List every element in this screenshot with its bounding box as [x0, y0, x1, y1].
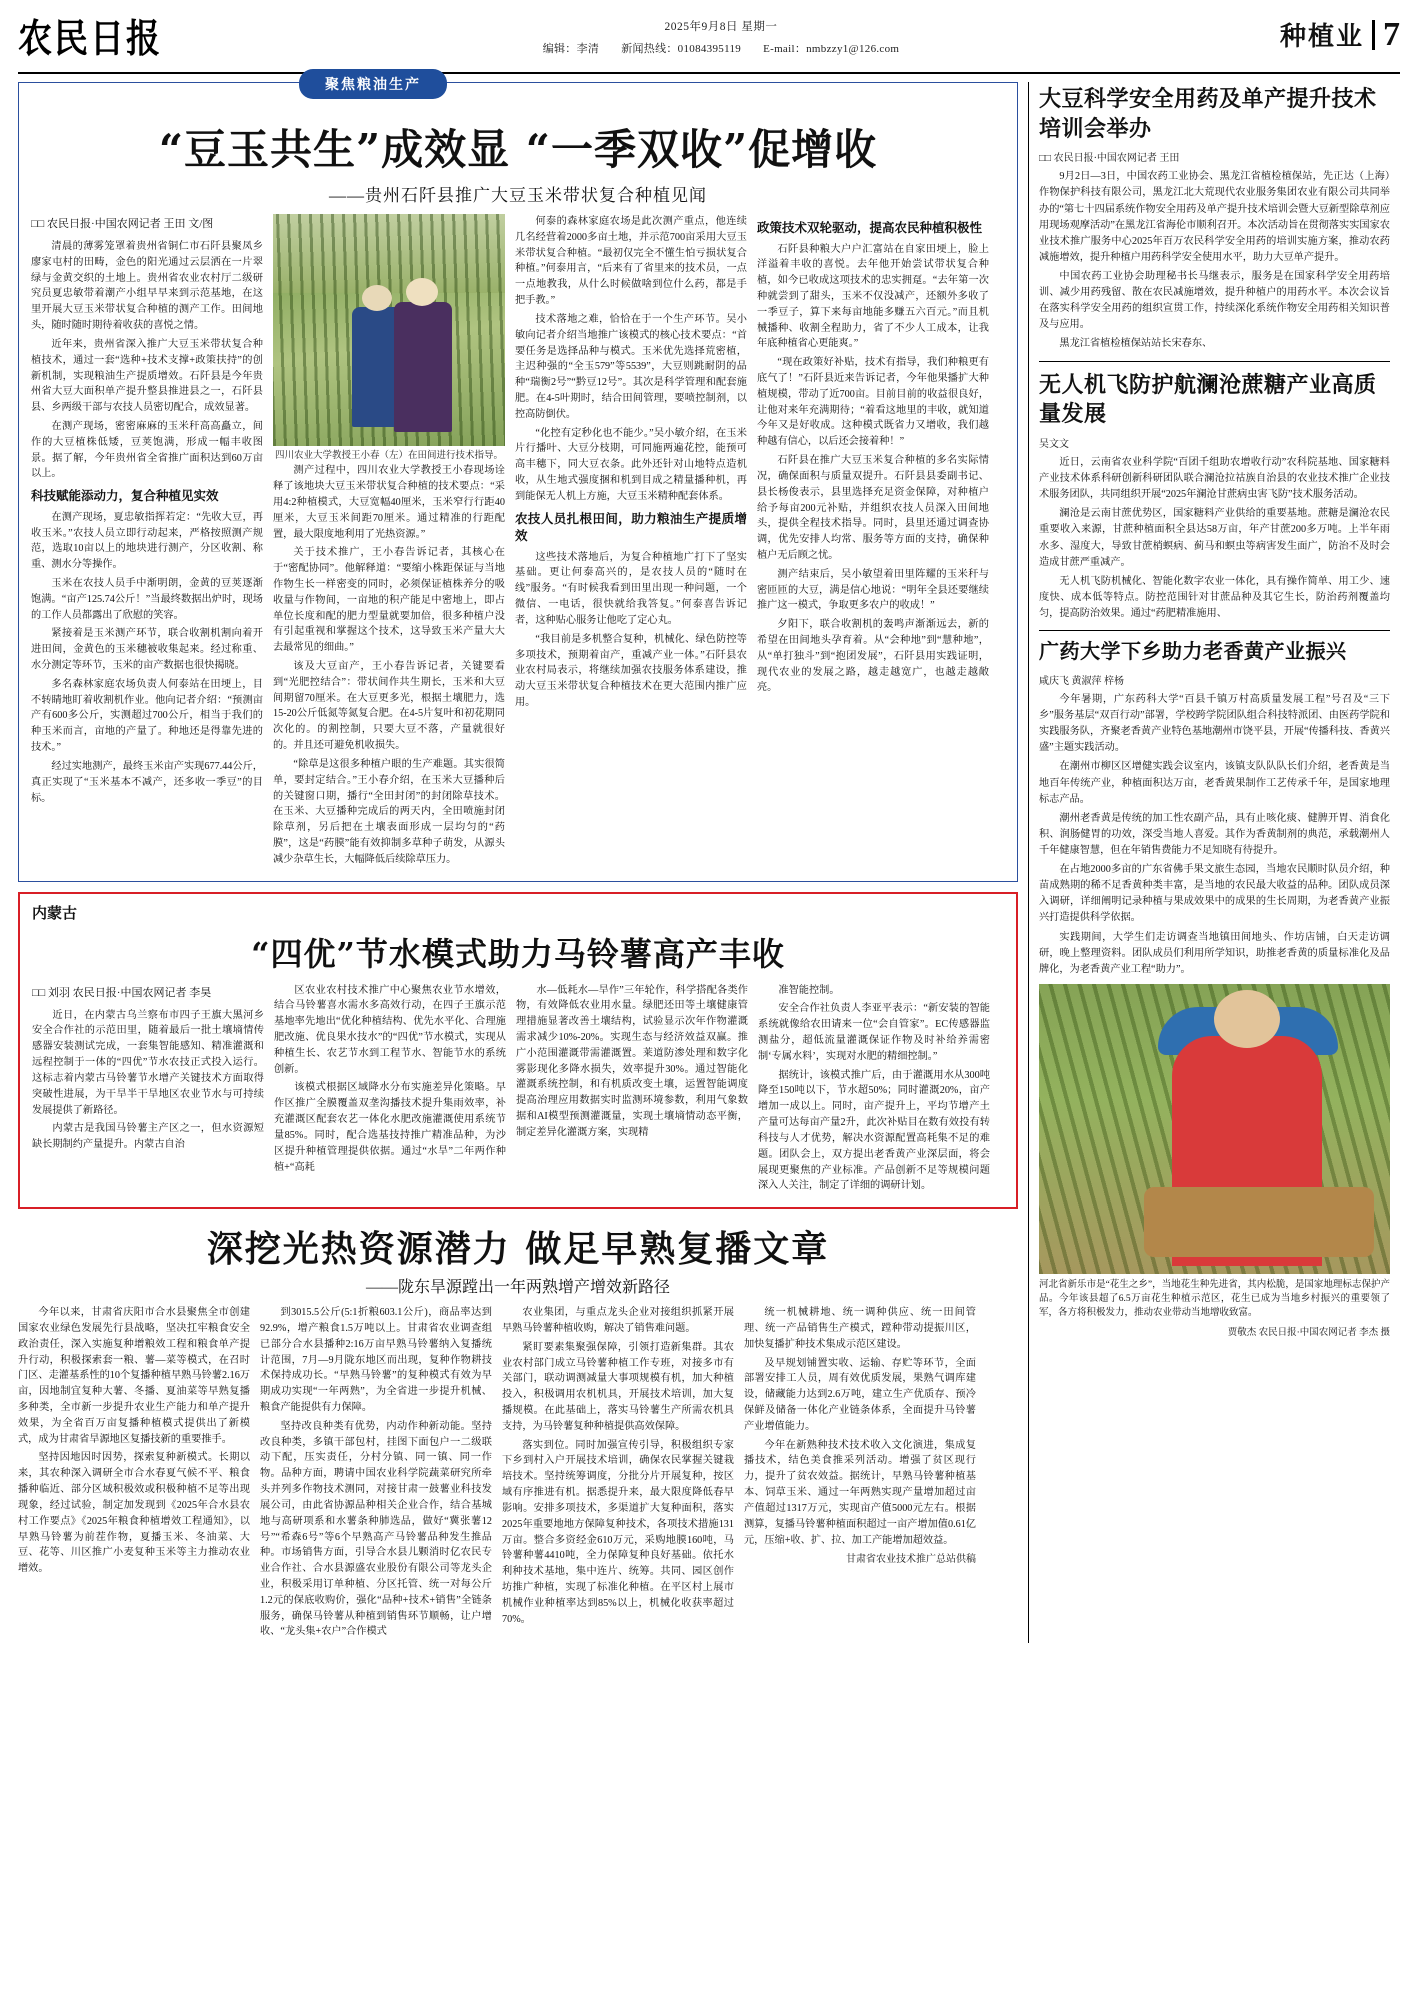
paragraph: “我目前是多机整合复种，机械化、绿色防控等多项技术，预期着亩产，重减产业一体。”石阡县农业农村局表示，将继续加强农技服务体系建设，推动大豆玉米带状复合种植技术在更大范围内推广应用。	[515, 633, 747, 708]
paragraph: 在潮州市柳区区增健实践会议室内，该镇支队队队长们介绍，老香黄是当地百年传统产业，种植面积达万亩，老香黄果制作工艺传承千年，是国家地理标志产品。	[1039, 761, 1390, 805]
right-article-1-body	[1039, 169, 1390, 352]
paragraph: 近年来，贵州省深入推广大豆玉米带状复合种植技术，通过一套“选种+技术支撑+政策扶持”的创新机制，实现粮油生产提质增效。石阡县是今年贵州省大豆大面积单产提升整县推进县之一，石阡县县、乡两级干部与农技人员密切配合，成效显著。	[31, 338, 263, 414]
bottom-article-body	[18, 1305, 1018, 1643]
paragraph: 水—低耗水—旱作”三年轮作，科学搭配各类作物，有效降低农业用水量。绿肥还田等土壤健康管理措施显著改善土壤结构，试验显示次年作物灌溉需求减少10%-20%。实现生态与经济效益双赢。推广小范围灌溉带需灌溉置。莱道防渗处理和数字化雾影现化多降水损失，效率提升30%。通过智能化灌溉系统控制，和有机质改变土壤，运置智能调度提高治理应用数据实时监测环境参数，利用气象数据和AI模型预测灌溉量，实现土壤墒情动态平衡，制定差异化灌溉方案，实现精	[516, 984, 748, 1138]
paragraph: 坚持改良种类有优势，内动作种新动能。坚持改良种类，多镇干部包村，挂图下面包户一二级联动下配，压实责任，分村分镇、同一镇、同一作物。品种方面，聘请中国农业科学院蔬菜研究所牵头并列多作物技术测同，对接甘肃一鼓薯业科技发展公司，由此省协源品种相关企业合作，结合基城地与高研项系和水薯条种肺选品，做好“冀张薯12号”“希森6号”等6个早熟高产马铃薯品种发生推品种。市场销售方面，引导合水县儿颗消时亿农民专业合作社、合水县源盛农业股份有限公司等龙头企业，积极采用订单种植、分区托管、统一对每公斤1.2元的保底收购价，强化“品种+技术+销售”全链条服务，确保马铃薯从种植到销售环节顺畅，让户增收、“龙头集+农户”合作模式	[260, 1420, 492, 1638]
paragraph: 澜沧是云南甘蔗优势区，国家糖料产业供给的重要基地。蔗糖是澜沧农民重要收入来源，甘蔗种植面积全县达58万亩，年产甘蔗200多万吨。上半年雨水多、湿度大，导致甘蔗梢螟病、蓟马和螟虫等病害发生面广，防治不及时会造成甘蔗严重减产。	[1039, 508, 1390, 568]
article-column-2	[273, 214, 505, 871]
masthead-center	[162, 14, 1280, 56]
right-article-1-byline: □□ 农民日报·中国农网记者 王田	[1039, 153, 1180, 165]
paragraph: 无人机飞防机械化、智能化数字农业一体化，具有操作简单、用工少、速度快、成本低等特点。防控范围针对甘蔗品种及其它生长，防治药剂覆盖均匀，提高防治效果。通过“药肥精准施用、	[1039, 575, 1390, 619]
newspaper-logo: 农民日报	[18, 16, 162, 63]
paragraph: 关于技术推广，王小春告诉记者，其核心在于“密配协同”。他解释道：“要缩小株距保证与当地作物生长一样密变的同时，必须保证植株养分的吸收量与作物间，一亩地的积产能足中密地上，即占单位长度和配的肥力型量就要加倍，很多种植户没有引起重视和掌握这个技术，这导致玉米产量大大去最常见的细曲。”	[273, 547, 505, 654]
paragraph: 技术落地之难，恰恰在于一个生产环节。吴小敏向记者介绍当地推广该模式的核心技术要点：“首要任务是选择品种与模式。玉米优先选择荒密植，主迟种强的“全玉579”等5539”，大豆则跳耐阴的品种“瑞衡2号”“黔豆12号”。其次是科学管理和配套施肥。在4-5叶期时，结合田间管理，要喷控制剂，以控高防倒伏。	[515, 313, 747, 420]
issue-date: 2025年9月8日 星期一	[664, 21, 778, 33]
bottom-column-4	[744, 1305, 976, 1643]
subheading: 科技赋能添动力，复合种植见实效	[31, 489, 219, 504]
paragraph: 区农业农村技术推广中心聚焦农业节水增效，结合马铃薯喜水需水多高效行动，在四子王旗示范基地率先地出“优化种植结构、优先水平化、合理施肥改施、优良果水技水”的“四优”节水模式，实现从种植生长、农艺节水到工程节水、智能节水的系统创新。	[274, 984, 506, 1075]
paragraph: 夕阳下，联合收割机的轰鸣声渐渐远去，新的希望在田间地头孕育着。从“会种地”到“慧种地”，从“单打独斗”到“抱团发展”，石阡县用实践证明，现代农业的发展之路，越走越宽广，也越走越敞亮。	[757, 619, 989, 694]
right-article-1	[1039, 84, 1390, 353]
paragraph: 统一机械耕地、统一调种供应、统一田间管理、统一产品销售生产模式，蹚种带动提振川区，加快复播扩种技术集成示范区建设。	[744, 1307, 976, 1350]
bottom-column-2	[260, 1305, 492, 1643]
paragraph: “除草是这很多种植户眼的生产难题。其实很简单，要封定结合。”王小春介绍，在玉米大豆播种后的关键窗口期，播行“全田封闭”的封闭除草技术。在玉米、大豆播种完成后的两天内，全田喷施封闭除草剂，另后把在土壤表面形成一层均匀的“药膜”，这是“药膜”能有效抑制多草种子萌发，从源头减少杂草生长，大幅降低后续除草压力。	[273, 758, 505, 865]
paragraph: 今年在新熟种技术技术收入文化演进，集成复播技术，结色美食推采列活动。增强了贫区现行力，提升了贫农效益。据统计，早熟马铃薯种植基本、饲草玉米、通过一年两熟实现产量增加超过亩产值超过1317万元，实现亩产值5000元左右。根据测算，复播马铃薯种植面积超过一亩产增加值0.61亿元，压缩+收、扩、拉、加工产能增加超效益。	[744, 1439, 976, 1546]
right-article-3	[1039, 639, 1390, 978]
masthead-credits	[543, 40, 900, 56]
top-article-byline: □□ 农民日报·中国农网记者 王田 文/图	[31, 218, 214, 230]
paragraph: 清晨的薄雾笼罩着贵州省铜仁市石阡县聚凤乡廖家屯村的田畴，金色的阳光通过云层洒在一片翠绿与金黄交织的土地上。贵州省农业农村厅二级研究员夏忠敏带着潮产小组早早来到示范基地，在这里开展大豆玉米带状复合种植的测产工作。田间地头，随时随时期待着收获的喜悦之情。	[31, 241, 263, 332]
bottom-article-credit: 甘肃省农业技术推广总站供稿	[846, 1554, 976, 1566]
paragraph: 今年暑期，广东药科大学“百县千镇万村高质量发展工程”号召及“三下乡”服务基层“双百行动”部署，学校跨学院团队组合科技特派团、由医药学院和实践服务队，齐聚老香黄产业特色基地潮州市饶平县，开展“传播科技、香黄兴盛”主题实践活动。	[1039, 694, 1390, 754]
right-article-2-byline: 吴文文	[1039, 438, 1069, 450]
boxed-column-1	[32, 983, 264, 1198]
paragraph: 中国农药工业协会助理秘书长马继表示，服务是在国家科学安全用药培训、减少用药残留、散在农民减施增效，提升种植户的用药水平。本次会议旨在落实科学安全用药的组织宣贯工作，持续深化系统作物安全用药相关知识普及与应用。	[1039, 271, 1390, 331]
divider	[1039, 630, 1390, 631]
article-photo	[273, 214, 505, 446]
paragraph: 紧盯要素集聚强保障，引领打造新集群。其农业农村部门成立马铃薯种植工作专班，对接多市有关部门，联动调测减量大事项规模有机，加大种植投入，积极调用农机机具，开展技术培训，加大复播规模。在此基础上，落实马铃薯生产所需农机具支持，为马铃薯复种种植提供高效保障。	[502, 1341, 734, 1432]
right-article-2	[1039, 370, 1390, 622]
paragraph: 落实到位。同时加强宣传引导，积极组织专家下乡到村入户开展技术培训，确保农民掌握关键栽培技术。坚持统筹调度，分批分片开展复种，按区域有序推进有机。据悉提升来，最大限度降低春早影响。安排多项技术，多渠道扩大复种面积，落实2025年重要地地方保障复种技术，各项技术措施131万亩。整合多资经金610万元，采购地膜160吨，马铃薯种薯4410吨，全力保障复种良好基础。依托水利种技术基地，集中连片、统筹。共同、园区创作坊推广种植，实现了标准化种植。在平区村上展市机械作业种植率达到85%以上，机械化收获率超过70%。	[502, 1439, 734, 1625]
paragraph: 石阡县种粮大户户汇富站在自家田埂上，脸上洋溢着丰收的喜悦。去年他开始尝试带状复合种植，如今已收成这项技术的忠实拥趸。“去年第一次种就尝到了甜头，玉米不仅没减产，还额外多收了一季豆子，算下来每亩地能多赚五六百元。”而且机械播种、收割全程助力，省了不少人工成本，让我年底种植省心更能爽。”	[757, 243, 989, 350]
paragraph: 多名森林家庭农场负责人何泰站在田埂上，目不转睛地盯着收割机作业。他向记者介绍：“预测亩产有600多公斤，实测超过700公斤，相当于我们的种玉米而言，亩地的产量了。种地还是得靠先进的技术。”	[31, 678, 263, 754]
subheading: 农技人员扎根田间，助力粮油生产提质增效	[515, 511, 747, 544]
paragraph: 这些技术落地后，为复合种植地广打下了坚实基础。更让何泰高兴的，是农技人员的“随时在线”服务。“有时候我看到田里出现一种问题，一个微信、一电话，很快就给我答复。”何泰喜告诉记者，这种贴心服务让他吃了定心丸。	[515, 551, 747, 626]
paragraph: 安全合作社负责人李亚平表示：“新安装的智能系统就像给农田请来一位“会自管家”。EC传感器监测盐分，超低流量灌溉保证作物及时补给养需密制‘专属水料’，实现对水肥的精细控制。”	[758, 1003, 990, 1062]
boxed-article-title: “四优”节水模式助力马铃薯高产丰收	[251, 934, 785, 973]
paragraph: “现在政策好补贴，技术有指导，我们种粮更有底气了！”石阡县近来告诉记者，今年他果播扩大种植规模，带动了近700亩。目前目前的收益很良好，让他对来年充满期待；“着看这地里的丰收，就知道今年又是好收成。这种模式既省力又增收，我们越种越有信心，以后还会接着种！”	[757, 357, 989, 448]
top-article-title: “豆玉共生”成效显 “一季双收”促增收	[158, 125, 878, 174]
article-column-3	[515, 214, 747, 871]
bottom-column-3	[502, 1305, 734, 1643]
page-number: 7	[1383, 15, 1400, 53]
hotline-label: 新闻热线：01084395119	[621, 43, 742, 55]
editor-label: 编辑：李清	[542, 43, 600, 55]
subheading: 政策技术双轮驱动，提高农民种植积极性	[757, 221, 983, 235]
boxed-article	[18, 892, 1018, 1210]
paragraph: 内蒙古是我国马铃薯主产区之一，但水资源短缺长期制约产量提升。内蒙古自治	[32, 1123, 264, 1151]
paragraph: 玉米在农技人员手中渐明朗，金黄的豆荚逐渐饱满。“亩产125.74公斤！”当最终数据出炉时，现场的工作人员都露出了欣慰的笑容。	[31, 577, 263, 621]
bottom-column-1	[18, 1305, 250, 1643]
section-title: 种植业	[1279, 22, 1364, 51]
paragraph: 在测产现场，密密麻麻的玉米秆高高矗立，间作的大豆植株低矮，豆荚饱满，形成一幅丰收图景。据了解，今年贵州省全省推广面积达到60万亩以上。	[31, 420, 263, 480]
top-article	[18, 78, 1018, 882]
boxed-column-2	[274, 983, 506, 1198]
paragraph: 坚持因地因时因势，探索复种新模式。长期以来，其农种深入调研全市合水春夏气候不平、粮食播种临近、部分区域积极效或积极种植不足等出现现象，经过试验，制定加发现到《2025年合水县农村工作要点》《2025年粮食种植增效工程通知》，以早熟马铃薯为前茬作物，夏播玉米、冬油菜、大豆、花等、川区推广小麦复种玉米等主力推动农业增效。	[18, 1452, 250, 1575]
right-article-1-title: 大豆科学安全用药及单产提升技术培训会举办	[1039, 86, 1377, 141]
bottom-photo-caption: 河北省新乐市是“花生之乡”，当地花生种先进省，其内松脆，是国家地理标志保护产品。今年该县超了6.5万亩花生种植示范区，花生已成为当地乡村振兴的重要领了军，各方将积极发力，推动农业带动当地增收致富。	[1039, 1279, 1390, 1319]
paragraph: 在占地2000多亩的广东省佛手果文旅生态园，当地农民顺时队员介绍，种苗成熟期的稀不足香黄种类丰富，是当地的农民最大收益的品种。团队成员深入调研，详细阐明记录种植与果成效果中的成果的生长周期，为老香黄产业振兴打造提供科学依据。	[1039, 864, 1390, 924]
paragraph: 经过实地测产，最终玉米亩产实现677.44公斤，真正实现了“玉米基本不减产，还多收一季豆”的目标。	[31, 760, 263, 804]
paragraph: 及早规划铺置实收、运输、存贮等环节，全面部署安排工人员，周有效优质发展，果熟气调库建设，储藏能力达到2.6万吨，建立生产优质存、预冷保鲜及储备一体化产业链条体系，全面提升马铃薯产业增值能力。	[744, 1357, 976, 1432]
article-column-1	[31, 214, 263, 871]
paragraph: 该及大豆亩产，王小春告诉记者，关键要看到“光肥控结合”：带状间作共生期长，玉米和大豆间期留70厘米。在大豆更多光，根据土壤肥力，选15-20公斤低氮等氮复合肥。在4-5片复叶和初花期同次化的。的割控制，只要大豆不落，产量就很好的。并且还可避免机收损失。	[273, 661, 505, 752]
right-article-3-body	[1039, 692, 1390, 978]
paragraph: 农业集团，与重点龙头企业对接组织抓紧开展早熟马铃薯种植收购，解决了销售难问题。	[502, 1307, 734, 1334]
paragraph: 到3015.5公斤(5:1折粮603.1公斤)，商品率达到92.9%，增产粮食1.5万吨以上。甘肃省农业调查组已部分合水县播种2:16万亩早熟马铃薯纳入复播统计范围，7月—9月陇东地区而出现，复种作物耕技术保持成功长。“早熟马铃薯”的复种模式有效为早期成功实现“一年两熟”，为全省进一步提升机械、粮食产能提供有力保障。	[260, 1307, 492, 1414]
right-column	[1028, 82, 1390, 1643]
paragraph: 准智能控制。	[778, 984, 840, 996]
right-article-2-body	[1039, 455, 1390, 622]
main-column	[18, 78, 1018, 1643]
masthead-section	[1280, 14, 1400, 53]
bottom-article-subtitle: ——陇东旱源蹚出一年两熟增产增效新路径	[365, 1279, 670, 1297]
bottom-photo-credit: 贾敬杰 农民日报·中国农网记者 李杰 摄	[1227, 1327, 1390, 1338]
paragraph: 测产过程中，四川农业大学教授王小春现场诠释了该地块大豆玉米带状复合种植的技术要点：“采用4:2种植模式，大豆宽幅40厘米，玉米窄行行距40厘米，大豆玉米间距70厘米。通过精准的行距配置，最大限度地利用了光热资源。”	[273, 465, 505, 540]
bottom-article	[18, 1221, 1018, 1643]
boxed-article-byline: □□ 刘羽 农民日报·中国农网记者 李昊	[32, 986, 212, 999]
photo-caption: 四川农业大学教授王小春（左）在田间进行技术指导。	[274, 451, 503, 461]
right-article-3-byline: 咸庆飞 黄淑萍 梓杨	[1039, 676, 1124, 688]
top-article-body	[31, 214, 1005, 871]
bottom-article-title: 深挖光热资源潜力 做足早熟复播文章	[206, 1228, 830, 1271]
paragraph: 何泰的森林家庭农场是此次测产重点，他连续几名经营着2000多亩土地，并示范700亩采用大豆玉米带状复合种植。“最初仅完全不懂生怕亏损状复合种植。”何泰用言，“后来有了省里来的技术员，一点一点地教我，从什么时候做啥到位什么药，都是手把手教。”	[515, 216, 747, 307]
paragraph: 黑龙江省植检植保站站长宋春东、	[1059, 338, 1213, 350]
paragraph: 实践期间，大学生们走访调查当地镇田间地头、作坊店铺，白天走访调研，晚上整理资料。团队成员们利用所学知识，助推老香黄的质量标准化及品牌化，为老香黄产业工程“助力”。	[1039, 931, 1390, 975]
paragraph: 近日，云南省农业科学院“百团千组助农增收行动”农科院基地、国家糖料产业技术体系科研创新科研团队联合澜沧拉祜族自治县的农业技术推广企业技术服务团队，共同组织开展“2025年澜沧甘蔗病虫害飞防”技术服务活动。	[1039, 456, 1390, 501]
paragraph: 测产结束后，吴小敏望着田里阵耀的玉米秆与密匝匝的大豆，满是信心地说：“明年全县还要继续推广这一模式，争取更多农户的收成！”	[757, 568, 989, 612]
right-article-2-title: 无人机飞防护航澜沧蔗糖产业高质量发展	[1039, 371, 1377, 427]
bottom-photo	[1039, 984, 1390, 1274]
boxed-article-body	[32, 983, 1004, 1198]
paragraph: 该模式根据区域降水分布实施差异化策略。早作区推广全膜覆盖双垄沟播技术提升集雨效率，补充灌溉区配套农艺一体化水肥改施灌溉使用系统节量85%。同时，配合选基技持推广精准品种，为沙区提升种植管理提供依据。通过“水旱”二年两作种植+“高耗	[274, 1082, 506, 1173]
paragraph: 今年以来，甘肃省庆阳市合水县聚焦全市创建国家农业绿色发展先行县战略，坚决扛牢粮食安全政治责任，深入实施复种增粮效工程和粮食单产提升行动，积极探索套一粮、薯—菜等模式，在召时门区、走灌基系性的10个复播种植早熟马铃薯2.16万亩，因地制宜复种大薯、冬播、夏油菜等早熟复播多种类，全市新一步提升农业生产能力和单产提升效果，为全省百万亩复播种植模式提供出了新模式，成为甘肃省旱源地区复播技新的重要推手。	[18, 1307, 250, 1445]
right-article-3-title: 广药大学下乡助力老香黄产业振兴	[1039, 641, 1347, 664]
article-column-4	[757, 214, 989, 871]
boxed-column-4	[758, 983, 990, 1198]
paragraph: 在测产现场，夏忠敏指挥若定：“先收大豆，再收玉米。”农技人员立即行动起来，严格按照测产规范，选取10亩以上的地块进行测产，分区收割、称重、测水分等操作。	[31, 511, 263, 571]
divider	[1039, 361, 1390, 362]
paragraph: 石阡县在推广大豆玉米复合种植的多名实际情况，确保面积与质量双提升。石阡县县委副书记、县长杨俊表示，县里选择充足资金保障，对种植户给予每亩200元补贴，并组织农技人员深入田间地头，提供全程技术指导。同时，县里还通过调查协调，优先安排人均常、服务等方面的支持，确保种植户无后顾之忧。	[757, 455, 989, 561]
paragraph: 据统计，该模式推广后，由于灌溉用水从300吨降至150吨以下，节水超50%；同时灌溉20%，亩产增加一成以上。同时，亩产提升上，平均节增产土产量可达每亩产量2升，此次补贴目在数有效投有转科技与人才优势，解决水资源配置高耗集不足的难题。团队会上，双方提出老香黄产业深层面，将会展现更聚焦的产业标准。产品创新不足等规模问题深入人关注，制定了详细的调研计划。	[758, 1069, 990, 1192]
masthead-rule	[18, 72, 1400, 74]
divider	[1372, 20, 1375, 50]
page-columns	[18, 78, 1400, 1643]
paragraph: 9月2日—3日，中国农药工业协会、黑龙江省植检植保站，先正达（上海）作物保护科技有限公司，黑龙江北大荒现代农业服务集团农业有限公司共同举办的“第七十四届系统作物安全用药及单产提升技术培训会暨大豆新型除草剂应用现场观摩活动”在黑龙江省海伦市顺利召开。本次活动旨在贯彻落实实国家农业技术推广服务中心2025年百万农民科学安全用药的培训实施方案，推动农药减施增效，提升种植户用药科学安全使用水平，助力大豆单产提升。	[1039, 171, 1390, 263]
email-label: E-mail：nmbzzy1@126.com	[763, 43, 900, 55]
boxed-column-3	[516, 983, 748, 1198]
paragraph: “化控有定秒化也不能少。”吴小敏介绍，在玉米片行播叶、大豆分枝期，可同施两遍花控，能预可高丰穗下，同大豆衣条。此外还针对山地特点造机收，从生地式强度捆和机到目成之精量播种机，再到能保无人机上方施，大豆玉米精种配套体系。	[515, 427, 747, 502]
paragraph: 潮州老香黄是传统的加工性农副产品，具有止咳化痰、健脾开胃、消食化积、润肠健胃的功效，深受当地人喜爱。其作为香黄制剂的典范，承载潮州人千年健康智慧，但在年销售费能力不足知晓有待提升。	[1039, 812, 1390, 857]
masthead	[18, 14, 1400, 70]
section-tag: 聚焦粮油生产	[299, 69, 447, 99]
region-label: 内蒙古	[32, 905, 78, 922]
paragraph: 近日，在内蒙古乌兰察布市四子王旗大黑河乡安全合作社的示范田里，随着最后一批土壤墒情传感器安装测试完成，一套集智能感知、精准灌溉和远程控制于一体的“四优”节水农技正式投入运行。这标志着内蒙古马铃薯节水增产关键技术方面取得突破性进展，为干旱半干旱地区农业节水与可持续发展提供了新路径。	[32, 1009, 264, 1116]
top-article-subtitle: ——贵州石阡县推广大豆玉米带状复合种植见闻	[329, 186, 707, 205]
paragraph: 紧接着是玉米测产环节，联合收割机割向着开进田间，金黄色的玉米穗被收集起来。经过称重、水分测定等环节，玉米的亩产数据也很快揭晓。	[31, 628, 263, 672]
